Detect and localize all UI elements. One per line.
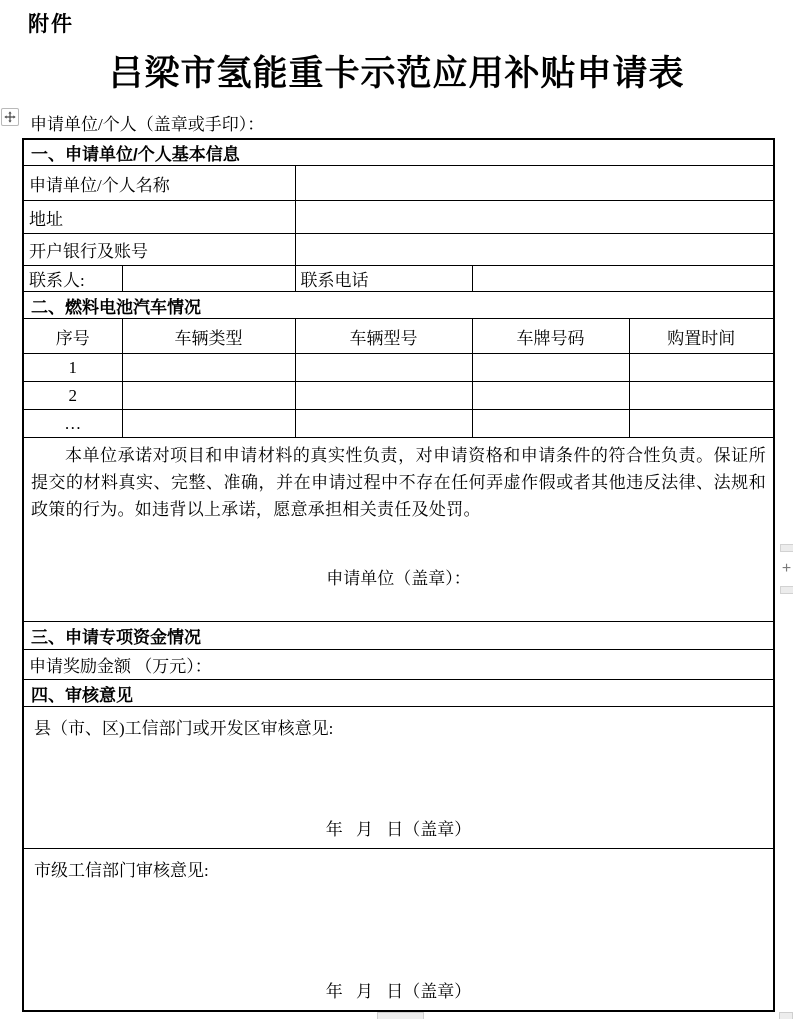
purchase-time-cell[interactable] bbox=[629, 354, 774, 382]
bank-value-cell[interactable] bbox=[295, 234, 774, 266]
vehicle-col-plate: 车牌号码 bbox=[472, 319, 629, 354]
model-cell[interactable] bbox=[295, 410, 472, 438]
plate-cell[interactable] bbox=[472, 410, 629, 438]
hscrollbar-thumb-fragment[interactable] bbox=[377, 1012, 424, 1019]
name-value-cell[interactable] bbox=[295, 166, 774, 201]
model-cell[interactable] bbox=[295, 382, 472, 410]
purchase-time-cell[interactable] bbox=[629, 410, 774, 438]
table-move-handle[interactable] bbox=[1, 108, 19, 126]
seq-cell: 2 bbox=[23, 382, 122, 410]
bank-label: 开户银行及账号 bbox=[23, 234, 295, 266]
scrollbar-top-fragment[interactable] bbox=[780, 544, 793, 552]
vehicle-col-model: 车辆型号 bbox=[295, 319, 472, 354]
application-form-table bbox=[22, 138, 775, 1012]
commitment-paragraph: 本单位承诺对项目和申请材料的真实性负责，对申请资格和申请条件的符合性负责。保证所提交的材料真实、完整、准确，并在申请过程中不存在任何弄虚作假或者其他违反法律、法规和政策的行为。如违背以上承诺，愿意承担相关责任及处罚。 bbox=[31, 446, 766, 519]
city-opinion-cell[interactable] bbox=[23, 849, 774, 1012]
purchase-time-cell[interactable] bbox=[629, 382, 774, 410]
county-opinion-label: 县（市、区)工信部门或开发区审核意见: bbox=[34, 719, 334, 738]
page-title: 吕梁市氢能重卡示范应用补贴申请表 bbox=[108, 54, 685, 93]
vehicle-col-seq: 序号 bbox=[23, 319, 122, 354]
county-opinion-cell[interactable] bbox=[23, 707, 774, 849]
seq-cell: 1 bbox=[23, 354, 122, 382]
city-date-line: 年 月 日（盖章） bbox=[325, 982, 472, 1001]
plus-button[interactable]: + bbox=[781, 560, 792, 577]
attachment-label: 附件 bbox=[28, 13, 74, 36]
type-cell[interactable] bbox=[122, 410, 295, 438]
vehicle-col-type: 车辆类型 bbox=[122, 319, 295, 354]
vehicle-row bbox=[23, 410, 774, 438]
plate-cell[interactable] bbox=[472, 382, 629, 410]
section2-header: 二、燃料电池汽车情况 bbox=[23, 292, 774, 319]
address-label: 地址 bbox=[23, 201, 295, 234]
applicant-seal-line: 申请单位（盖章）： bbox=[326, 568, 471, 588]
scrollbar-bottom-fragment[interactable] bbox=[780, 586, 793, 594]
type-cell[interactable] bbox=[122, 354, 295, 382]
contact-label: 联系人: bbox=[23, 266, 122, 292]
city-opinion-label: 市级工信部门审核意见: bbox=[34, 861, 209, 880]
section4-header: 四、审核意见 bbox=[23, 680, 774, 707]
model-cell[interactable] bbox=[295, 354, 472, 382]
section3-header: 三、申请专项资金情况 bbox=[23, 622, 774, 650]
name-label: 申请单位/个人名称 bbox=[23, 166, 295, 201]
contact-value-cell[interactable] bbox=[122, 266, 295, 292]
vehicle-row bbox=[23, 382, 774, 410]
vehicle-row bbox=[23, 354, 774, 382]
applicant-caption: 申请单位/个人（盖章或手印）： bbox=[30, 115, 265, 134]
seq-cell: … bbox=[23, 410, 122, 438]
address-value-cell[interactable] bbox=[295, 201, 774, 234]
county-date-line: 年 月 日（盖章） bbox=[325, 820, 472, 839]
plate-cell[interactable] bbox=[472, 354, 629, 382]
section1-header: 一、申请单位/个人基本信息 bbox=[23, 139, 774, 166]
phone-label: 联系电话 bbox=[295, 266, 472, 292]
phone-value-cell[interactable] bbox=[472, 266, 774, 292]
amount-label-cell[interactable]: 申请奖励金额 （万元）： bbox=[23, 650, 774, 680]
move-icon bbox=[4, 111, 16, 123]
commitment-cell bbox=[23, 438, 774, 622]
type-cell[interactable] bbox=[122, 382, 295, 410]
vertical-scrollbar-fragment[interactable] bbox=[780, 544, 793, 594]
hscrollbar-corner-fragment[interactable] bbox=[779, 1012, 793, 1019]
vehicle-col-purchase-time: 购置时间 bbox=[629, 319, 774, 354]
